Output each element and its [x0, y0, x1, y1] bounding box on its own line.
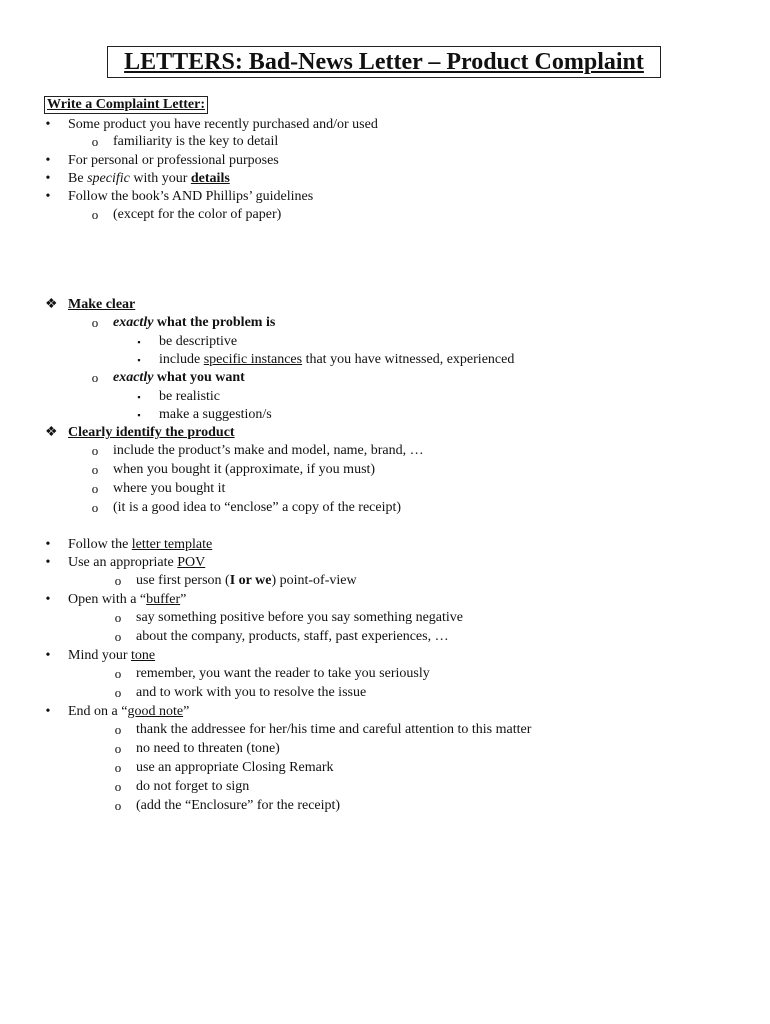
bullet-disc: •	[45, 592, 51, 607]
list-item: (add the “Enclosure” for the receipt)	[136, 798, 341, 813]
bullet-circle: o	[114, 666, 122, 681]
bullet-disc: •	[45, 117, 51, 132]
list-item: about the company, products, staff, past experiences, …	[136, 629, 449, 644]
text-run: Follow the	[68, 537, 132, 552]
bullet-square: ▪	[137, 392, 141, 402]
text-strong: I or we	[229, 573, 272, 588]
list-item: where you bought it	[113, 481, 226, 496]
list-item	[68, 536, 212, 554]
section-heading: Write a Complaint Letter:	[44, 96, 208, 114]
bullet-disc: •	[45, 555, 51, 570]
list-item: Some product you have recently purchased and/or used	[68, 117, 378, 132]
list-item: say something positive before you say something negative	[136, 610, 463, 625]
list-item	[113, 369, 245, 387]
bullet-disc: •	[45, 153, 51, 168]
bullet-circle: o	[91, 500, 99, 515]
bullet-circle: o	[91, 370, 99, 385]
bullet-circle: o	[114, 779, 122, 794]
bullet-circle: o	[91, 481, 99, 496]
text-emphasis: specific	[87, 171, 130, 186]
bullet-disc: •	[45, 704, 51, 719]
list-item: thank the addressee for her/his time and careful attention to this matter	[136, 722, 532, 737]
text-underline: letter template	[131, 537, 213, 552]
list-item: remember, you want the reader to take you seriously	[136, 666, 430, 681]
list-item: familiarity is the key to detail	[113, 134, 279, 149]
text-underline: buffer	[146, 592, 181, 607]
list-item	[68, 703, 189, 721]
bullet-diamond: ❖	[45, 297, 58, 312]
make-clear-heading: Make clear	[68, 297, 136, 312]
page-title: LETTERS: Bad-News Letter – Product Complaint	[107, 46, 661, 78]
bullet-circle: o	[114, 741, 122, 756]
list-item	[68, 647, 155, 665]
list-item: (it is a good idea to “enclose” a copy of the receipt)	[113, 500, 402, 515]
text-run: ”	[180, 592, 187, 607]
bullet-circle: o	[91, 315, 99, 330]
bullet-circle: o	[114, 798, 122, 813]
text-run: include	[159, 352, 204, 367]
bullet-disc: •	[45, 648, 51, 663]
list-item: include the product’s make and model, name, brand, …	[113, 443, 424, 458]
bullet-disc: •	[45, 189, 51, 204]
list-item: (except for the color of paper)	[113, 207, 282, 222]
text-run: ”	[183, 704, 190, 719]
text-emphasis: exactly	[113, 370, 154, 385]
bullet-circle: o	[114, 629, 122, 644]
list-item	[68, 170, 230, 188]
list-item	[68, 554, 205, 572]
text-underline: POV	[177, 555, 206, 570]
list-item: be descriptive	[159, 334, 238, 349]
bullet-circle: o	[114, 573, 122, 588]
list-item: do not forget to sign	[136, 779, 250, 794]
bullet-square: ▪	[137, 355, 141, 365]
bullet-square: ▪	[137, 337, 141, 347]
text-run: that you have witnessed, experienced	[302, 352, 515, 367]
bullet-circle: o	[114, 760, 122, 775]
text-underline: good note	[127, 704, 184, 719]
text-run: Open with a “	[68, 592, 147, 607]
bullet-disc: •	[45, 537, 51, 552]
text-strong: details	[190, 171, 230, 186]
bullet-circle: o	[91, 462, 99, 477]
list-item: make a suggestion/s	[159, 407, 272, 422]
text-emphasis: exactly	[113, 315, 154, 330]
list-item	[113, 314, 275, 332]
list-item: when you bought it (approximate, if you must)	[113, 462, 376, 477]
list-item	[159, 351, 514, 369]
list-item: use an appropriate Closing Remark	[136, 760, 334, 775]
list-item	[136, 572, 357, 590]
text-run: End on a “	[68, 704, 128, 719]
bullet-square: ▪	[137, 410, 141, 420]
list-item: no need to threaten (tone)	[136, 741, 280, 756]
text-run: use first person (	[136, 573, 230, 588]
bullet-diamond: ❖	[45, 425, 58, 440]
list-item: be realistic	[159, 389, 221, 404]
bullet-circle: o	[114, 610, 122, 625]
bullet-circle: o	[114, 722, 122, 737]
identify-heading: Clearly identify the product	[68, 425, 235, 440]
text-run: with your	[129, 171, 191, 186]
list-item: Follow the book’s AND Phillips’ guidelines	[68, 189, 314, 204]
bullet-circle: o	[91, 134, 99, 149]
text-run: Be	[68, 171, 88, 186]
bullet-disc: •	[45, 171, 51, 186]
text-underline: specific instances	[203, 352, 303, 367]
list-item	[68, 591, 186, 609]
text-run: ) point-of-view	[271, 573, 357, 588]
bullet-circle: o	[91, 443, 99, 458]
list-item: and to work with you to resolve the issue	[136, 685, 367, 700]
text-run: what the problem is	[153, 315, 276, 330]
text-run: Use an appropriate	[68, 555, 178, 570]
text-underline: tone	[131, 648, 156, 663]
bullet-circle: o	[91, 207, 99, 222]
bullet-circle: o	[114, 685, 122, 700]
text-run: what you want	[153, 370, 245, 385]
text-run: Mind your	[68, 648, 131, 663]
list-item: For personal or professional purposes	[68, 153, 279, 168]
